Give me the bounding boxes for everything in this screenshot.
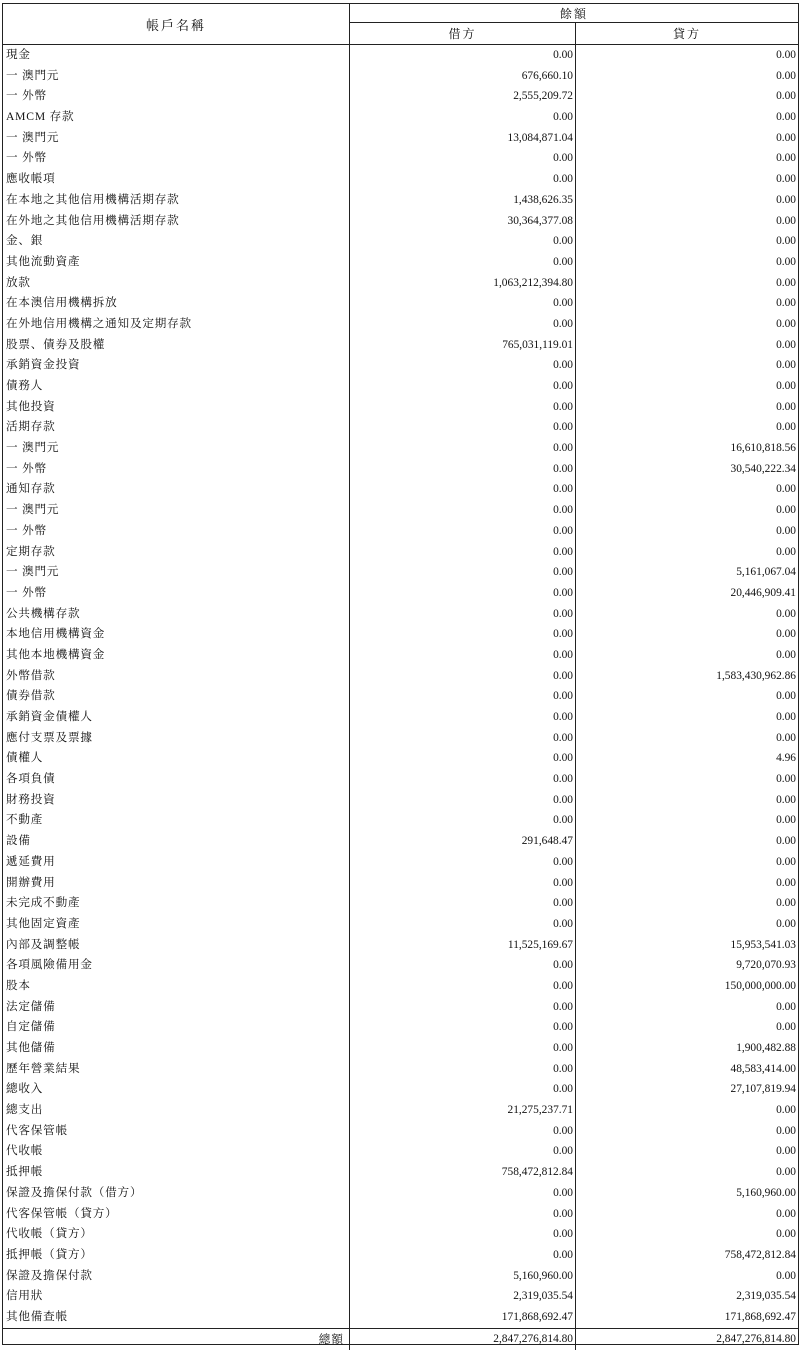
table-row xyxy=(3,1245,798,1266)
account-name-cell: 未完成不動產 xyxy=(3,893,350,914)
credit-cell: 0.00 xyxy=(776,235,796,248)
table-row xyxy=(3,1286,798,1307)
debit-cell: 0.00 xyxy=(350,707,576,728)
credit-cell: 0.00 xyxy=(776,1207,796,1220)
account-name-cell: 其他流動資產 xyxy=(3,252,350,273)
table-row xyxy=(3,376,798,397)
credit-cell: 0.00 xyxy=(776,690,796,703)
credit-cell: 0.00 xyxy=(776,214,796,227)
account-name-cell: 保證及擔保付款（借方） xyxy=(3,1183,350,1204)
debit-cell: 0.00 xyxy=(350,355,576,376)
table-row xyxy=(3,604,798,625)
account-name-cell: 放款 xyxy=(3,273,350,294)
table-row xyxy=(3,852,798,873)
account-name-cell: 一 澳門元 xyxy=(3,562,350,583)
account-name-cell: 一 外幣 xyxy=(3,521,350,542)
credit-cell: 27,107,819.94 xyxy=(730,1083,796,1096)
table-row xyxy=(3,831,798,852)
debit-cell: 0.00 xyxy=(350,314,576,335)
credit-cell: 0.00 xyxy=(776,131,796,144)
table-row xyxy=(3,397,798,418)
credit-cell: 0.00 xyxy=(776,524,796,537)
credit-cell: 0.00 xyxy=(776,855,796,868)
table-row xyxy=(3,1079,798,1100)
account-name-cell: 一 澳門元 xyxy=(3,438,350,459)
table-row xyxy=(3,583,798,604)
debit-cell: 0.00 xyxy=(350,645,576,666)
table-row xyxy=(3,169,798,190)
account-name-cell: 代客保管帳 xyxy=(3,1121,350,1142)
table-row xyxy=(3,1038,798,1059)
account-name-cell: 債券借款 xyxy=(3,686,350,707)
trial-balance-table xyxy=(2,3,799,1345)
debit-cell: 0.00 xyxy=(350,997,576,1018)
debit-cell: 1,438,626.35 xyxy=(350,190,576,211)
debit-cell: 0.00 xyxy=(350,438,576,459)
account-name-cell: 金、銀 xyxy=(3,231,350,252)
table-row xyxy=(3,231,798,252)
table-row xyxy=(3,1059,798,1080)
credit-cell: 0.00 xyxy=(776,317,796,330)
account-name-cell: 在外地之其他信用機構活期存款 xyxy=(3,211,350,232)
debit-cell: 0.00 xyxy=(350,562,576,583)
account-name-cell: 開辦費用 xyxy=(3,873,350,894)
debit-cell: 0.00 xyxy=(350,376,576,397)
credit-cell: 15,953,541.03 xyxy=(730,938,796,951)
credit-cell: 1,900,482.88 xyxy=(736,1042,796,1054)
debit-cell: 0.00 xyxy=(350,1224,576,1245)
account-name-cell: 外幣借款 xyxy=(3,666,350,687)
table-row xyxy=(3,521,798,542)
account-name-cell: 各項風險備用金 xyxy=(3,955,350,976)
debit-cell: 0.00 xyxy=(350,893,576,914)
credit-cell: 20,446,909.41 xyxy=(730,586,796,599)
credit-cell: 48,583,414.00 xyxy=(730,1062,796,1075)
table-row xyxy=(3,1183,798,1204)
debit-cell: 0.00 xyxy=(350,252,576,273)
credit-cell: 0.00 xyxy=(776,793,796,806)
table-row xyxy=(3,1224,798,1245)
account-name-cell: 定期存款 xyxy=(3,542,350,563)
account-name-cell: 其他固定資產 xyxy=(3,914,350,935)
debit-cell: 0.00 xyxy=(350,500,576,521)
table-row xyxy=(3,438,798,459)
debit-cell: 0.00 xyxy=(350,748,576,769)
table-row xyxy=(3,1266,798,1287)
credit-cell: 0.00 xyxy=(776,400,796,413)
debit-cell: 0.00 xyxy=(350,542,576,563)
debit-cell: 0.00 xyxy=(350,459,576,480)
credit-cell: 0.00 xyxy=(776,173,796,186)
table-row xyxy=(3,66,798,87)
credit-cell: 30,540,222.34 xyxy=(730,462,796,475)
account-name-cell: 現金 xyxy=(3,45,350,66)
credit-cell: 758,472,812.84 xyxy=(724,1248,796,1261)
table-row xyxy=(3,562,798,583)
account-name-cell: 自定儲備 xyxy=(3,1017,350,1038)
credit-cell: 0.00 xyxy=(776,49,796,61)
table-row xyxy=(3,107,798,128)
account-name-cell: 其他備查帳 xyxy=(3,1307,350,1328)
debit-cell: 0.00 xyxy=(350,873,576,894)
debit-cell: 676,660.10 xyxy=(350,66,576,87)
debit-cell: 30,364,377.08 xyxy=(350,211,576,232)
account-name-cell: 其他投資 xyxy=(3,397,350,418)
account-name-cell: 活期存款 xyxy=(3,417,350,438)
table-row xyxy=(3,769,798,790)
account-name-cell: 法定儲備 xyxy=(3,997,350,1018)
table-row xyxy=(3,211,798,232)
credit-cell: 0.00 xyxy=(776,1228,796,1241)
account-name-cell: 各項負債 xyxy=(3,769,350,790)
account-name-cell: 股本 xyxy=(3,976,350,997)
debit-cell: 0.00 xyxy=(350,583,576,604)
credit-cell: 0.00 xyxy=(776,193,796,206)
credit-cell: 0.00 xyxy=(776,421,796,434)
account-name-cell: 一 澳門元 xyxy=(3,128,350,149)
account-name-cell: 抵押帳 xyxy=(3,1162,350,1183)
table-row xyxy=(3,1017,798,1038)
debit-cell: 0.00 xyxy=(350,1141,576,1162)
table-row xyxy=(3,190,798,211)
table-row xyxy=(3,748,798,769)
table-row xyxy=(3,955,798,976)
credit-cell: 0.00 xyxy=(776,276,796,289)
debit-cell: 21,275,237.71 xyxy=(350,1100,576,1121)
total-row xyxy=(3,1328,798,1350)
credit-cell: 0.00 xyxy=(776,1166,796,1179)
account-name-cell: 承銷資金債權人 xyxy=(3,707,350,728)
table-row xyxy=(3,417,798,438)
account-name-cell: 代收帳（貸方） xyxy=(3,1224,350,1245)
account-name-cell: 一 外幣 xyxy=(3,459,350,480)
header-balance: 餘額 xyxy=(350,4,798,23)
debit-cell: 0.00 xyxy=(350,728,576,749)
credit-cell: 0.00 xyxy=(776,731,796,744)
account-name-cell: 一 外幣 xyxy=(3,583,350,604)
debit-cell: 0.00 xyxy=(350,521,576,542)
table-row xyxy=(3,728,798,749)
credit-cell: 0.00 xyxy=(776,338,796,351)
debit-cell: 0.00 xyxy=(350,417,576,438)
table-row xyxy=(3,542,798,563)
table-row xyxy=(3,355,798,376)
debit-cell: 0.00 xyxy=(350,1204,576,1225)
account-name-cell: 債權人 xyxy=(3,748,350,769)
debit-cell: 0.00 xyxy=(350,107,576,128)
table-row xyxy=(3,252,798,273)
credit-cell: 0.00 xyxy=(776,711,796,723)
table-row xyxy=(3,624,798,645)
account-name-cell: 本地信用機構資金 xyxy=(3,624,350,645)
credit-cell: 0.00 xyxy=(776,1021,796,1034)
debit-cell: 1,063,212,394.80 xyxy=(350,273,576,294)
credit-cell: 0.00 xyxy=(776,297,796,310)
table-row xyxy=(3,893,798,914)
debit-cell: 0.00 xyxy=(350,686,576,707)
table-row xyxy=(3,1141,798,1162)
debit-cell: 0.00 xyxy=(350,810,576,831)
account-name-cell: 一 澳門元 xyxy=(3,500,350,521)
table-row xyxy=(3,666,798,687)
table-row xyxy=(3,810,798,831)
table-row xyxy=(3,45,798,66)
credit-cell: 0.00 xyxy=(776,1104,796,1117)
credit-cell: 0.00 xyxy=(776,648,796,661)
debit-cell: 171,868,692.47 xyxy=(350,1307,576,1328)
table-row xyxy=(3,86,798,107)
debit-cell: 0.00 xyxy=(350,1245,576,1266)
debit-cell: 0.00 xyxy=(350,1059,576,1080)
debit-cell: 0.00 xyxy=(350,769,576,790)
account-name-cell: 承銷資金投資 xyxy=(3,355,350,376)
account-name-cell: 公共機構存款 xyxy=(3,604,350,625)
account-name-cell: 應付支票及票據 xyxy=(3,728,350,749)
debit-cell: 0.00 xyxy=(350,148,576,169)
table-row xyxy=(3,148,798,169)
account-name-cell: 財務投資 xyxy=(3,790,350,811)
credit-cell: 0.00 xyxy=(776,152,796,165)
credit-cell: 0.00 xyxy=(776,876,796,889)
debit-cell: 0.00 xyxy=(350,790,576,811)
account-name-cell: 設備 xyxy=(3,831,350,852)
debit-cell: 0.00 xyxy=(350,976,576,997)
account-name-cell: 不動產 xyxy=(3,810,350,831)
table-row xyxy=(3,314,798,335)
account-name-cell: AMCM 存款 xyxy=(3,107,350,128)
table-row xyxy=(3,293,798,314)
account-name-cell: 應收帳項 xyxy=(3,169,350,190)
debit-cell: 0.00 xyxy=(350,479,576,500)
debit-cell: 2,555,209.72 xyxy=(350,86,576,107)
credit-cell: 0.00 xyxy=(776,545,796,558)
credit-cell: 0.00 xyxy=(776,917,796,930)
table-row xyxy=(3,273,798,294)
account-name-cell: 保證及擔保付款 xyxy=(3,1266,350,1287)
credit-cell: 0.00 xyxy=(776,380,796,392)
table-row xyxy=(3,707,798,728)
account-name-cell: 一 外幣 xyxy=(3,86,350,107)
account-name-cell: 在本澳信用機構拆放 xyxy=(3,293,350,314)
credit-cell: 4.96 xyxy=(776,752,796,765)
table-row xyxy=(3,935,798,956)
account-name-cell: 內部及調整帳 xyxy=(3,935,350,956)
debit-cell: 2,319,035.54 xyxy=(350,1286,576,1307)
account-name-cell: 通知存款 xyxy=(3,479,350,500)
account-name-cell: 在外地信用機構之通知及定期存款 xyxy=(3,314,350,335)
credit-cell: 5,160,960.00 xyxy=(736,1186,796,1199)
credit-cell: 0.00 xyxy=(776,814,796,827)
table-row xyxy=(3,335,798,356)
credit-cell: 171,868,692.47 xyxy=(724,1310,796,1323)
debit-cell: 0.00 xyxy=(350,1079,576,1100)
account-name-cell: 債務人 xyxy=(3,376,350,397)
table-row xyxy=(3,686,798,707)
total-credit: 2,847,276,814.80 xyxy=(716,1332,796,1345)
table-row xyxy=(3,128,798,149)
debit-cell: 758,472,812.84 xyxy=(350,1162,576,1183)
table-row xyxy=(3,1162,798,1183)
debit-cell: 0.00 xyxy=(350,1017,576,1038)
header-debit: 借方 xyxy=(350,23,576,44)
debit-cell: 0.00 xyxy=(350,45,576,66)
account-name-cell: 股票、債券及股權 xyxy=(3,335,350,356)
credit-cell: 16,610,818.56 xyxy=(730,442,796,455)
credit-cell: 0.00 xyxy=(776,483,796,496)
table-row xyxy=(3,914,798,935)
debit-cell: 0.00 xyxy=(350,1038,576,1059)
credit-cell: 0.00 xyxy=(776,255,796,268)
account-name-cell: 遞延費用 xyxy=(3,852,350,873)
total-debit: 2,847,276,814.80 xyxy=(350,1329,576,1350)
debit-cell: 0.00 xyxy=(350,231,576,252)
credit-cell: 0.00 xyxy=(776,1000,796,1013)
table-row xyxy=(3,645,798,666)
table-row xyxy=(3,479,798,500)
debit-cell: 0.00 xyxy=(350,293,576,314)
credit-cell: 0.00 xyxy=(776,1124,796,1137)
table-row xyxy=(3,1121,798,1142)
table-row xyxy=(3,500,798,521)
credit-cell: 0.00 xyxy=(776,773,796,786)
debit-cell: 0.00 xyxy=(350,852,576,873)
debit-cell: 0.00 xyxy=(350,624,576,645)
table-row xyxy=(3,873,798,894)
table-row xyxy=(3,1307,798,1328)
debit-cell: 291,648.47 xyxy=(350,831,576,852)
credit-cell: 0.00 xyxy=(776,835,796,848)
debit-cell: 0.00 xyxy=(350,169,576,190)
credit-cell: 0.00 xyxy=(776,504,796,517)
debit-cell: 0.00 xyxy=(350,1183,576,1204)
table-row xyxy=(3,1100,798,1121)
debit-cell: 0.00 xyxy=(350,1121,576,1142)
header-account-name: 帳戶名稱 xyxy=(3,4,350,44)
account-name-cell: 歷年營業結果 xyxy=(3,1059,350,1080)
debit-cell: 0.00 xyxy=(350,914,576,935)
debit-cell: 0.00 xyxy=(350,604,576,625)
credit-cell: 0.00 xyxy=(776,897,796,910)
credit-cell: 0.00 xyxy=(776,111,796,124)
credit-cell: 0.00 xyxy=(776,1269,796,1282)
credit-cell: 0.00 xyxy=(776,607,796,620)
debit-cell: 11,525,169.67 xyxy=(350,935,576,956)
account-name-cell: 其他本地機構資金 xyxy=(3,645,350,666)
table-row xyxy=(3,976,798,997)
debit-cell: 765,031,119.01 xyxy=(350,335,576,356)
table-row xyxy=(3,790,798,811)
table-body xyxy=(3,45,798,1328)
credit-cell: 0.00 xyxy=(776,69,796,82)
account-name-cell: 信用狀 xyxy=(3,1286,350,1307)
debit-cell: 5,160,960.00 xyxy=(350,1266,576,1287)
table-header xyxy=(3,4,798,45)
account-name-cell: 一 澳門元 xyxy=(3,66,350,87)
credit-cell: 0.00 xyxy=(776,90,796,103)
account-name-cell: 總支出 xyxy=(3,1100,350,1121)
credit-cell: 0.00 xyxy=(776,359,796,372)
account-name-cell: 在本地之其他信用機構活期存款 xyxy=(3,190,350,211)
debit-cell: 0.00 xyxy=(350,955,576,976)
account-name-cell: 其他儲備 xyxy=(3,1038,350,1059)
credit-cell: 5,161,067.04 xyxy=(736,566,796,579)
debit-cell: 13,084,871.04 xyxy=(350,128,576,149)
credit-cell: 150,000,000.00 xyxy=(724,979,796,992)
table-row xyxy=(3,997,798,1018)
credit-cell: 0.00 xyxy=(776,628,796,641)
account-name-cell: 抵押帳（貸方） xyxy=(3,1245,350,1266)
total-label: 總額 xyxy=(3,1329,350,1350)
account-name-cell: 總收入 xyxy=(3,1079,350,1100)
account-name-cell: 代收帳 xyxy=(3,1141,350,1162)
credit-cell: 0.00 xyxy=(776,1145,796,1158)
account-name-cell: 代客保管帳（貸方） xyxy=(3,1204,350,1225)
credit-cell: 1,583,430,962.86 xyxy=(716,669,796,682)
table-row xyxy=(3,1204,798,1225)
header-credit: 貸方 xyxy=(672,27,701,41)
debit-cell: 0.00 xyxy=(350,666,576,687)
account-name-cell: 一 外幣 xyxy=(3,148,350,169)
credit-cell: 2,319,035.54 xyxy=(736,1290,796,1303)
credit-cell: 9,720,070.93 xyxy=(736,959,796,972)
debit-cell: 0.00 xyxy=(350,397,576,418)
table-row xyxy=(3,459,798,480)
